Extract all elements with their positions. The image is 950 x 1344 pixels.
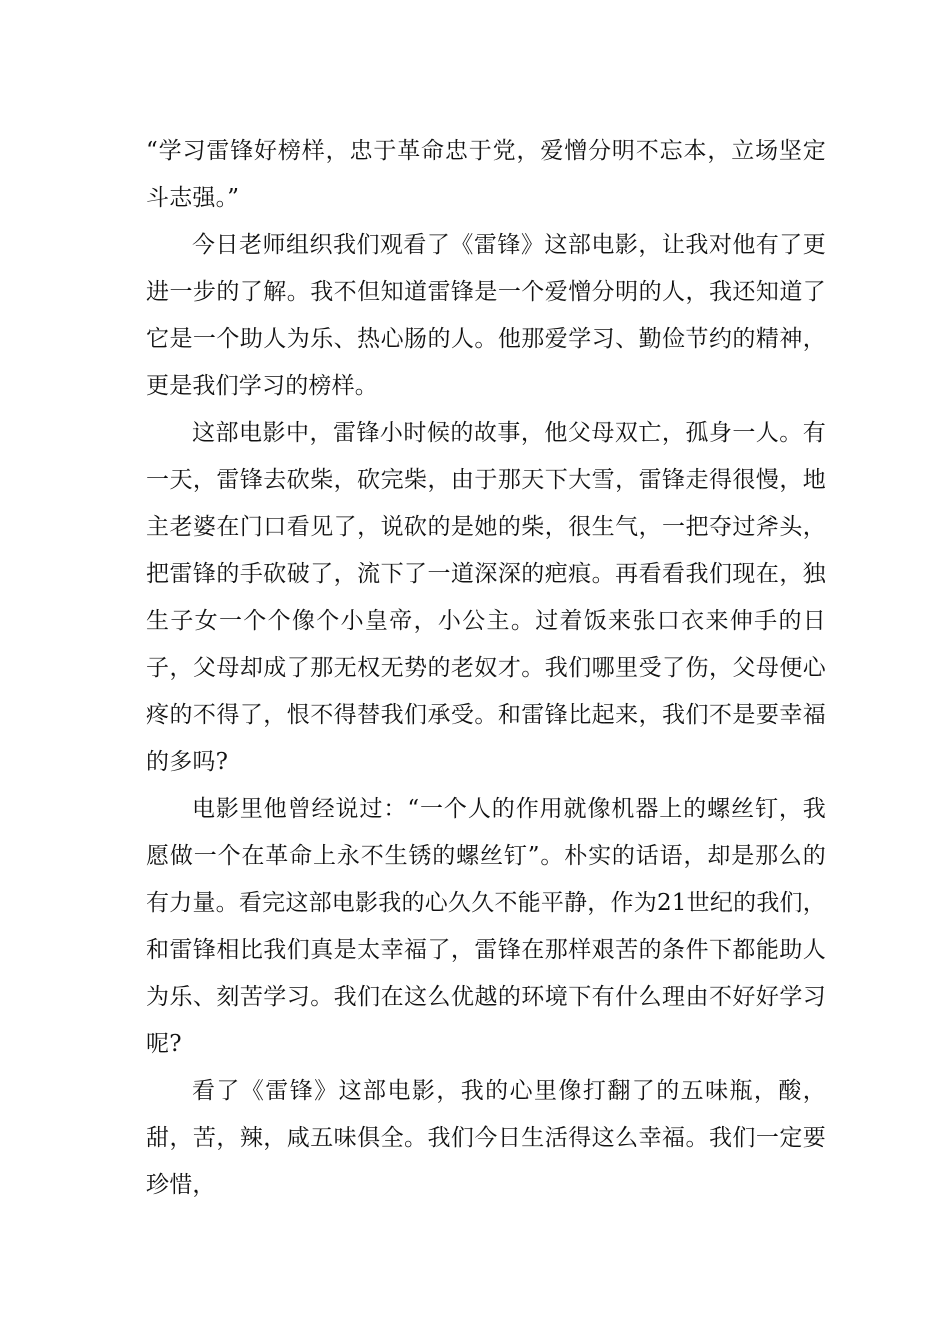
- paragraph-2: 今日老师组织我们观看了《雷锋》这部电影，让我对他有了更进一步的了解。我不但知道雷锋是一个爱憎分明的人，我还知道了它是一个助人为乐、热心肠的人。他那爱学习、勤俭节约的精神，更是我们学习的榜样。: [146, 232, 826, 399]
- paragraph-5: 看了《雷锋》这部电影，我的心里像打翻了的五味瓶，酸，甜，苦，辣，咸五味俱全。我们今日生活得这么幸福。我们一定要珍惜，: [146, 1078, 826, 1198]
- paragraph-4: 电影里他曾经说过：“一个人的作用就像机器上的螺丝钉，我愿做一个在革命上永不生锈的螺丝钉”。朴实的话语，却是那么的有力量。看完这部电影我的心久久不能平静，作为21世纪的我们，和雷锋相比我们真是太幸福了，雷锋在那样艰苦的条件下都能助人为乐、刻苦学习。我们在这么优越的环境下有什么理由不好好学习呢?: [146, 796, 826, 1057]
- paragraph-3: 这部电影中，雷锋小时候的故事，他父母双亡，孤身一人。有一天，雷锋去砍柴，砍完柴，由于那天下大雪，雷锋走得很慢，地主老婆在门口看见了，说砍的是她的柴，很生气，一把夺过斧头，把雷锋的手砍破了，流下了一道深深的疤痕。再看看我们现在，独生子女一个个像个小皇帝，小公主。过着饭来张口衣来伸手的日子，父母却成了那无权无势的老奴才。我们哪里受了伤，父母便心疼的不得了，恨不得替我们承受。和雷锋比起来，我们不是要幸福的多吗?: [146, 420, 826, 775]
- paragraph-1: “学习雷锋好榜样，忠于革命忠于党，爱憎分明不忘本，立场坚定斗志强。”: [146, 138, 826, 211]
- document-body: [146, 128, 826, 1209]
